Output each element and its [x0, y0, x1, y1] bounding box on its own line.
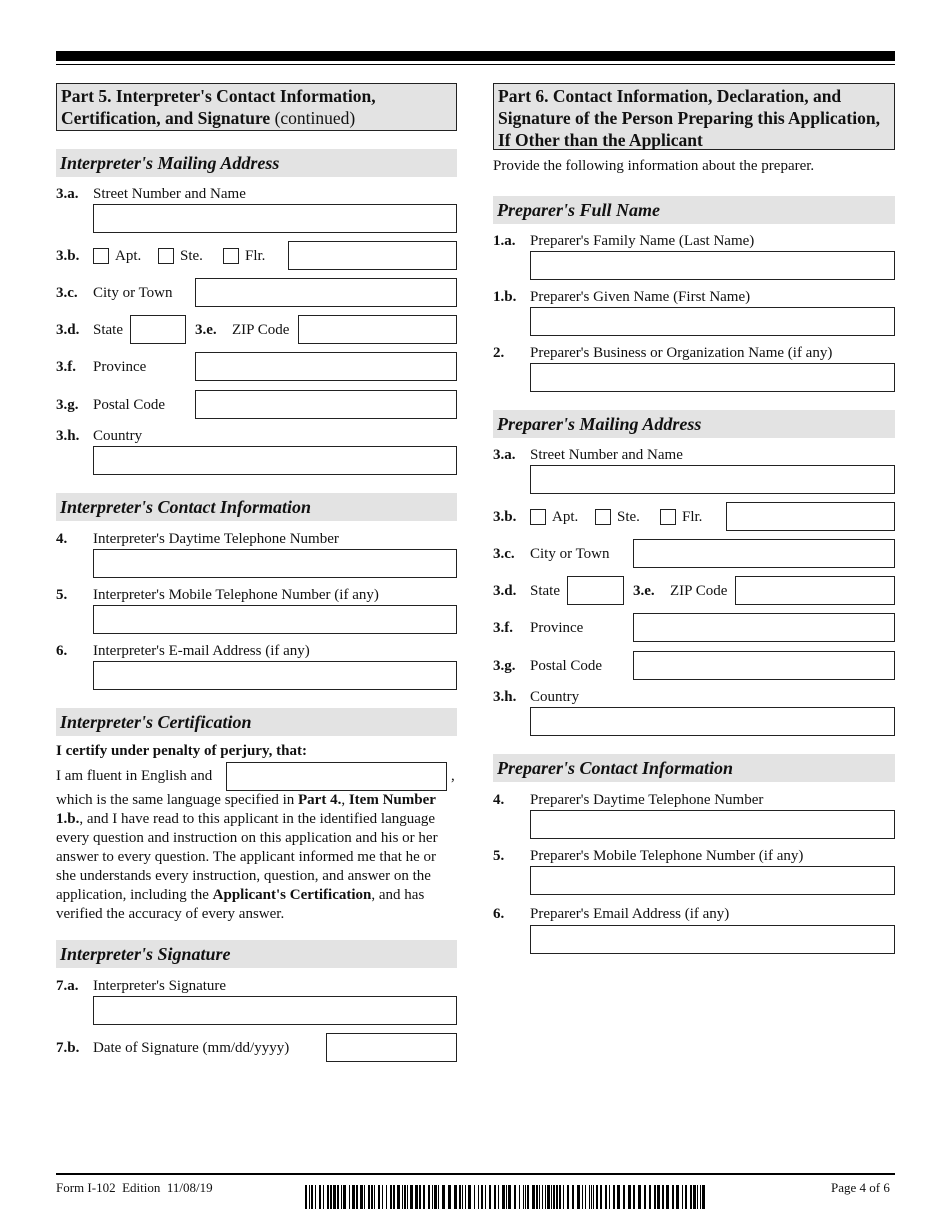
item-number: 1.a.	[493, 233, 516, 249]
item-number: 3.f.	[493, 620, 513, 636]
item-number: 1.b.	[493, 289, 517, 305]
interpreter-signature-header: Interpreter's Signature	[56, 940, 457, 968]
barcode-bar	[352, 1185, 355, 1209]
barcode-bar	[502, 1185, 505, 1209]
barcode-bar	[519, 1185, 520, 1209]
barcode-bar	[559, 1185, 561, 1209]
barcode-bar	[542, 1185, 543, 1209]
barcode-bar	[600, 1185, 602, 1209]
item-number: 3.g.	[56, 397, 79, 413]
interpreter-apt-checkbox[interactable]	[93, 248, 109, 264]
item-number: 2.	[493, 345, 505, 361]
barcode-bar	[527, 1185, 529, 1209]
item-number: 7.a.	[56, 978, 79, 994]
barcode-bar	[690, 1185, 692, 1209]
barcode-bar	[649, 1185, 651, 1209]
barcode-bar	[364, 1185, 365, 1209]
barcode-bar	[693, 1185, 696, 1209]
signature-date-label: Date of Signature (mm/dd/yyyy)	[93, 1040, 290, 1056]
interpreter-country-input[interactable]	[93, 446, 457, 475]
preparer-street-input[interactable]	[530, 465, 895, 494]
preparer-mobile-phone-input[interactable]	[530, 866, 895, 895]
item-number: 6.	[493, 906, 505, 922]
mobile-phone-label: Interpreter's Mobile Telephone Number (if any)	[93, 587, 379, 603]
barcode-bar	[415, 1185, 418, 1209]
preparer-country-input[interactable]	[530, 707, 895, 736]
part5-title: Part 5. Interpreter's Contact Information, Certification, and Signature	[61, 86, 376, 128]
barcode-bar	[589, 1185, 590, 1209]
preparer-given-name-input[interactable]	[530, 307, 895, 336]
barcode-bar	[404, 1185, 406, 1209]
item-number: 3.c.	[493, 546, 515, 562]
country-label: Country	[93, 428, 143, 444]
item-number: 3.d.	[56, 322, 80, 338]
barcode-bar	[368, 1185, 370, 1209]
item-number: 3.e.	[195, 322, 217, 338]
item-number: 5.	[493, 848, 505, 864]
barcode-bar	[582, 1185, 583, 1209]
interpreter-email-input[interactable]	[93, 661, 457, 690]
family-name-label: Preparer's Family Name (Last Name)	[530, 233, 755, 249]
certification-statement: which is the same language specified in Part 4., Item Number 1.b., and I have read to this applicant in the identified language every question and instruction on this application and his or her answer to every question. The applicant informed me that he or she understands every instruction, question, and answer on the application, including the Applicant's Certification, and has verified the accuracy of every answer.	[56, 792, 438, 922]
interpreter-zip-input[interactable]	[298, 315, 457, 344]
barcode-bar	[407, 1185, 408, 1209]
signature-label: Interpreter's Signature	[93, 978, 227, 994]
barcode-bar	[397, 1185, 400, 1209]
part6-header: Part 6. Contact Information, Declaration, and Signature of the Person Preparing this Application, If Other than the Applicant	[493, 83, 895, 150]
barcode-bar	[386, 1185, 387, 1209]
top-thin-rule	[56, 64, 895, 65]
barcode-icon	[305, 1185, 713, 1209]
zip-label: ZIP Code	[670, 583, 728, 599]
barcode-bar	[382, 1185, 383, 1209]
interpreter-signature-input[interactable]	[93, 996, 457, 1025]
barcode-bar	[474, 1185, 475, 1209]
postal-label: Postal Code	[530, 658, 603, 674]
flr-label: Flr.	[245, 248, 266, 264]
barcode-bar	[481, 1185, 483, 1209]
barcode-bar	[657, 1185, 660, 1209]
postal-label: Postal Code	[93, 397, 166, 413]
interpreter-province-input[interactable]	[195, 352, 457, 381]
interpreter-signature-date-input[interactable]	[326, 1033, 457, 1062]
interpreter-street-input[interactable]	[93, 204, 457, 233]
barcode-bar	[468, 1185, 471, 1209]
barcode-bar	[572, 1185, 574, 1209]
barcode-bar	[628, 1185, 631, 1209]
barcode-bar	[498, 1185, 499, 1209]
business-name-label: Preparer's Business or Organization Name (if any)	[530, 345, 833, 361]
barcode-bar	[532, 1185, 535, 1209]
barcode-bar	[327, 1185, 329, 1209]
barcode-bar	[323, 1185, 324, 1209]
city-label: City or Town	[93, 285, 173, 301]
barcode-bar	[356, 1185, 358, 1209]
item-number: 3.a.	[56, 186, 79, 202]
preparer-postal-input[interactable]	[633, 651, 895, 680]
item-number: 3.h.	[493, 689, 517, 705]
item-number: 3.b.	[493, 509, 517, 525]
state-label: State	[530, 583, 560, 599]
barcode-bar	[672, 1185, 674, 1209]
barcode-bar	[378, 1185, 380, 1209]
barcode-bar	[462, 1185, 463, 1209]
given-name-label: Preparer's Given Name (First Name)	[530, 289, 751, 305]
preparer-email-input[interactable]	[530, 925, 895, 954]
barcode-bar	[585, 1185, 586, 1209]
preparer-daytime-phone-input[interactable]	[530, 810, 895, 839]
barcode-bar	[428, 1185, 430, 1209]
preparer-flr-checkbox[interactable]	[660, 509, 676, 525]
barcode-bar	[617, 1185, 620, 1209]
barcode-bar	[551, 1185, 552, 1209]
city-label: City or Town	[530, 546, 610, 562]
preparer-family-name-input[interactable]	[530, 251, 895, 280]
barcode-bar	[402, 1185, 403, 1209]
barcode-bar	[609, 1185, 610, 1209]
ste-label: Ste.	[617, 509, 640, 525]
item-number: 3.b.	[56, 248, 80, 264]
barcode-bar	[644, 1185, 646, 1209]
barcode-bar	[676, 1185, 679, 1209]
barcode-bar	[442, 1185, 445, 1209]
interpreter-mobile-phone-input[interactable]	[93, 605, 457, 634]
interpreter-contact-header: Interpreter's Contact Information	[56, 493, 457, 521]
interpreter-ste-checkbox[interactable]	[158, 248, 174, 264]
item-number: 3.f.	[56, 359, 76, 375]
barcode-bar	[434, 1185, 437, 1209]
preparer-state-select[interactable]	[567, 576, 624, 605]
barcode-bar	[459, 1185, 461, 1209]
barcode-bar	[545, 1185, 546, 1209]
barcode-bar	[371, 1185, 373, 1209]
country-label: Country	[530, 689, 580, 705]
top-thick-rule	[56, 51, 895, 61]
barcode-bar	[311, 1185, 313, 1209]
barcode-bar	[374, 1185, 375, 1209]
interpreter-certification-header: Interpreter's Certification	[56, 708, 457, 736]
barcode-bar	[337, 1185, 339, 1209]
mobile-phone-label: Preparer's Mobile Telephone Number (if any)	[530, 848, 804, 864]
state-label: State	[93, 322, 123, 338]
interpreter-mailing-header: Interpreter's Mailing Address	[56, 149, 457, 177]
barcode-bar	[638, 1185, 641, 1209]
barcode-bar	[341, 1185, 342, 1209]
email-label: Preparer's Email Address (if any)	[530, 906, 730, 922]
barcode-bar	[547, 1185, 550, 1209]
barcode-bar	[553, 1185, 555, 1209]
page-number-text: Page 4 of 6	[831, 1180, 890, 1195]
interpreter-daytime-phone-input[interactable]	[93, 549, 457, 578]
barcode-bar	[577, 1185, 580, 1209]
daytime-phone-label: Interpreter's Daytime Telephone Number	[93, 531, 339, 547]
part5-header	[56, 83, 457, 131]
barcode-bar	[393, 1185, 395, 1209]
barcode-bar	[438, 1185, 439, 1209]
barcode-bar	[360, 1185, 363, 1209]
preparer-city-input[interactable]	[633, 539, 895, 568]
barcode-bar	[613, 1185, 615, 1209]
barcode-bar	[343, 1185, 346, 1209]
barcode-bar	[525, 1185, 526, 1209]
item-number: 3.e.	[633, 583, 655, 599]
certify-penalty-text: I certify under penalty of perjury, that:	[56, 743, 307, 759]
interpreter-state-select[interactable]	[130, 315, 186, 344]
barcode-bar	[465, 1185, 466, 1209]
preparer-full-name-header: Preparer's Full Name	[493, 196, 895, 224]
preparer-intro-text: Provide the following information about the preparer.	[493, 158, 815, 174]
barcode-bar	[432, 1185, 433, 1209]
email-label: Interpreter's E-mail Address (if any)	[93, 643, 310, 659]
preparer-zip-input[interactable]	[735, 576, 895, 605]
footer-rule	[56, 1173, 895, 1175]
preparer-ste-checkbox[interactable]	[595, 509, 611, 525]
barcode-bar	[700, 1185, 701, 1209]
daytime-phone-label: Preparer's Daytime Telephone Number	[530, 792, 764, 808]
barcode-bar	[539, 1185, 540, 1209]
barcode-bar	[605, 1185, 607, 1209]
preparer-apt-checkbox[interactable]	[530, 509, 546, 525]
barcode-bar	[419, 1185, 421, 1209]
preparer-unit-number-input[interactable]	[726, 502, 895, 531]
barcode-bar	[596, 1185, 598, 1209]
barcode-bar	[489, 1185, 491, 1209]
interpreter-postal-input[interactable]	[195, 390, 457, 419]
barcode-bar	[556, 1185, 558, 1209]
preparer-mailing-header: Preparer's Mailing Address	[493, 410, 895, 438]
barcode-bar	[319, 1185, 321, 1209]
barcode-bar	[623, 1185, 625, 1209]
item-number: 3.g.	[493, 658, 516, 674]
item-number: 3.h.	[56, 428, 80, 444]
barcode-bar	[654, 1185, 656, 1209]
barcode-bar	[349, 1185, 350, 1209]
part5-title-suffix: (continued)	[274, 108, 356, 128]
apt-label: Apt.	[552, 509, 579, 525]
barcode-bar	[478, 1185, 479, 1209]
barcode-bar	[305, 1185, 307, 1209]
barcode-bar	[666, 1185, 669, 1209]
barcode-bar	[330, 1185, 332, 1209]
barcode-bar	[563, 1185, 564, 1209]
province-label: Province	[93, 359, 147, 375]
barcode-bar	[593, 1185, 594, 1209]
barcode-bar	[682, 1185, 683, 1209]
item-number: 4.	[56, 531, 68, 547]
item-number: 3.c.	[56, 285, 78, 301]
interpreter-language-input[interactable]	[226, 762, 447, 791]
item-number: 6.	[56, 643, 68, 659]
preparer-contact-header: Preparer's Contact Information	[493, 754, 895, 782]
item-number: 5.	[56, 587, 68, 603]
barcode-bar	[454, 1185, 457, 1209]
barcode-bar	[591, 1185, 592, 1209]
barcode-bar	[536, 1185, 538, 1209]
apt-label: Apt.	[115, 248, 142, 264]
barcode-bar	[333, 1185, 336, 1209]
barcode-bar	[523, 1185, 524, 1209]
item-number: 4.	[493, 792, 505, 808]
barcode-bar	[697, 1185, 698, 1209]
item-number: 3.a.	[493, 447, 516, 463]
item-number: 3.d.	[493, 583, 517, 599]
barcode-bar	[390, 1185, 392, 1209]
street-label: Street Number and Name	[530, 447, 683, 463]
barcode-bar	[309, 1185, 310, 1209]
flr-label: Flr.	[682, 509, 703, 525]
language-comma: ,	[451, 768, 455, 784]
barcode-bar	[508, 1185, 511, 1209]
interpreter-city-input[interactable]	[195, 278, 457, 307]
zip-label: ZIP Code	[232, 322, 290, 338]
barcode-bar	[662, 1185, 664, 1209]
barcode-bar	[448, 1185, 451, 1209]
barcode-bar	[410, 1185, 413, 1209]
preparer-business-name-input[interactable]	[530, 363, 895, 392]
item-number: 7.b.	[56, 1040, 80, 1056]
barcode-bar	[633, 1185, 635, 1209]
province-label: Province	[530, 620, 584, 636]
barcode-bar	[685, 1185, 687, 1209]
preparer-province-input[interactable]	[633, 613, 895, 642]
fluent-text: I am fluent in English and	[56, 768, 213, 784]
interpreter-flr-checkbox[interactable]	[223, 248, 239, 264]
form-edition-text: Form I-102 Edition 11/08/19	[56, 1180, 213, 1195]
ste-label: Ste.	[180, 248, 203, 264]
street-label: Street Number and Name	[93, 186, 246, 202]
barcode-bar	[494, 1185, 496, 1209]
barcode-bar	[315, 1185, 316, 1209]
barcode-bar	[567, 1185, 569, 1209]
barcode-bar	[506, 1185, 507, 1209]
barcode-bar	[423, 1185, 425, 1209]
interpreter-unit-number-input[interactable]	[288, 241, 457, 270]
barcode-bar	[485, 1185, 486, 1209]
barcode-bar	[702, 1185, 705, 1209]
barcode-bar	[514, 1185, 516, 1209]
